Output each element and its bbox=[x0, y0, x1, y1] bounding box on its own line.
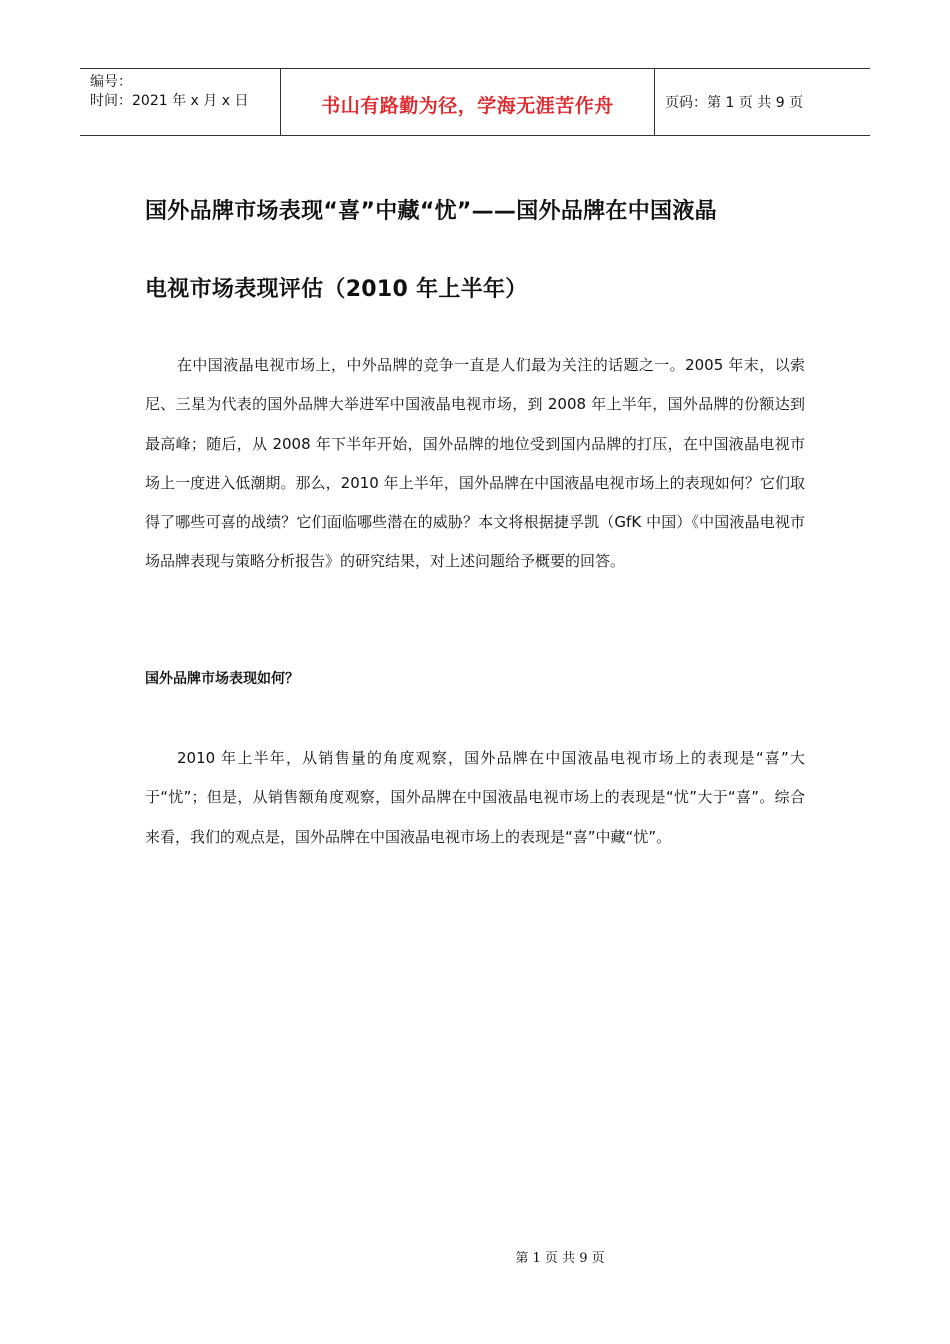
intro-paragraph: 在中国液晶电视市场上，中外品牌的竞争一直是人们最为关注的话题之一。2005 年末，以索尼、三星为代表的国外品牌大举进军中国液晶电视市场，到 2008 年上半年，国外品牌的份额达到最高峰；随后，从 2008 年下半年开始，国外品牌的地位受到国内品牌的打压，在中国液晶电视市场上一度进入低潮期。那么，2010 年上半年，国外品牌在中国液晶电视市场上的表现如何？它们取得了哪些可喜的战绩？它们面临哪些潜在的威胁？本文将根据捷孚凯（GfK 中国）《中国液晶电视市场品牌表现与策略分析报告》的研究结果，对上述问题给予概要的回答。 bbox=[145, 356, 805, 571]
page-footer: 第 1 页 共 9 页 bbox=[515, 1251, 605, 1266]
motto-text: 书山有路勤为径，学海无涯苦作舟 bbox=[321, 94, 614, 117]
document-header bbox=[80, 68, 870, 136]
section-paragraph: 2010 年上半年，从销售量的角度观察，国外品牌在中国液晶电视市场上的表现是“喜”大于“忧”；但是，从销售额角度观察，国外品牌在中国液晶电视市场上的表现是“忧”大于“喜”。综合来看，我们的观点是，国外品牌在中国液晶电视市场上的表现是“喜”中藏“忧”。 bbox=[145, 749, 805, 846]
document-title-line-1: 国外品牌市场表现“喜”中藏“忧”——国外品牌在中国液晶 bbox=[145, 199, 717, 224]
header-page-cell bbox=[655, 69, 870, 135]
header-meta-cell bbox=[80, 69, 281, 135]
document-title-line-2: 电视市场表现评估（2010 年上半年） bbox=[145, 277, 528, 302]
section-heading: 国外品牌市场表现如何？ bbox=[145, 671, 299, 687]
number-label: 编号： bbox=[90, 74, 132, 90]
time-label: 时间：2021 年 x 月 x 日 bbox=[90, 93, 249, 109]
page-info: 页码：第 1 页 共 9 页 bbox=[665, 95, 804, 111]
header-motto-cell bbox=[281, 69, 655, 135]
